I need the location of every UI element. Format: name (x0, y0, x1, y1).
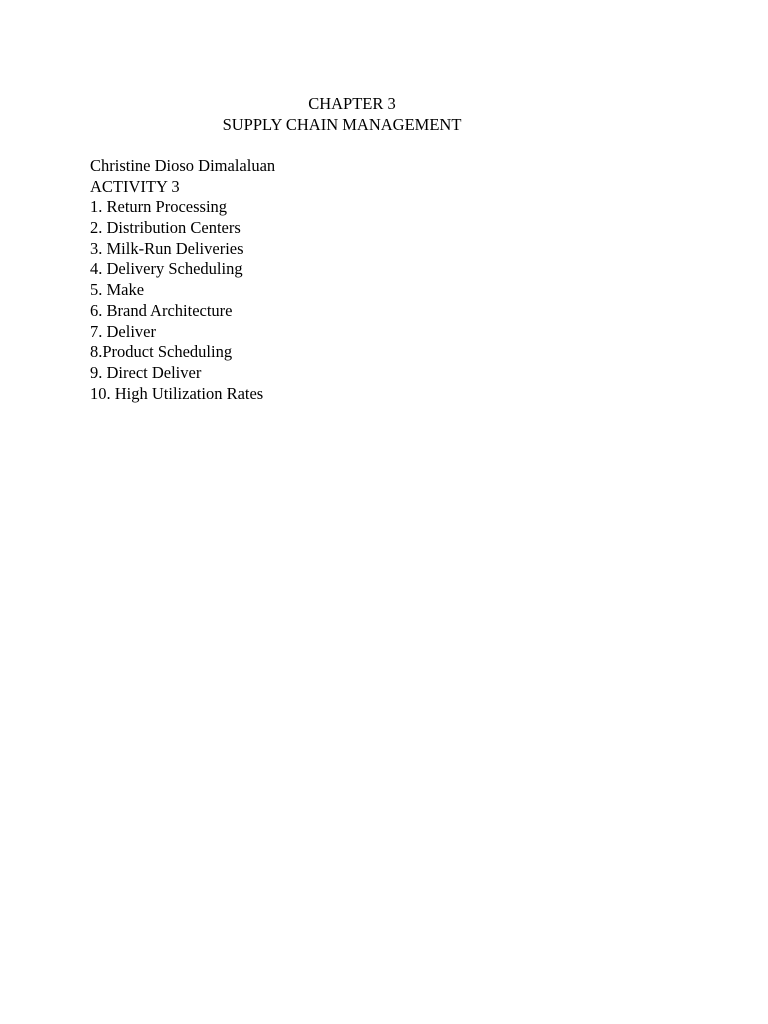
answer-item: 2. Distribution Centers (90, 218, 241, 238)
chapter-title: CHAPTER 3 (308, 94, 396, 113)
answer-list (90, 197, 275, 404)
section-title: SUPPLY CHAIN MANAGEMENT (222, 115, 462, 134)
answer-item: 5. Make (90, 280, 145, 300)
activity-label: ACTIVITY 3 (90, 176, 180, 196)
answer-item: 4. Delivery Scheduling (90, 259, 243, 279)
answer-item: 1. Return Processing (90, 197, 228, 217)
answer-item: 7. Deliver (90, 321, 156, 341)
answer-item: 10. High Utilization Rates (90, 383, 264, 403)
answer-item: 8.Product Scheduling (90, 342, 233, 362)
document-body (90, 156, 275, 404)
answer-item: 9. Direct Deliver (90, 362, 202, 382)
author-name: Christine Dioso Dimalaluan (90, 156, 276, 175)
answer-item: 3. Milk-Run Deliveries (90, 238, 244, 258)
answer-item: 6. Brand Architecture (90, 300, 233, 320)
